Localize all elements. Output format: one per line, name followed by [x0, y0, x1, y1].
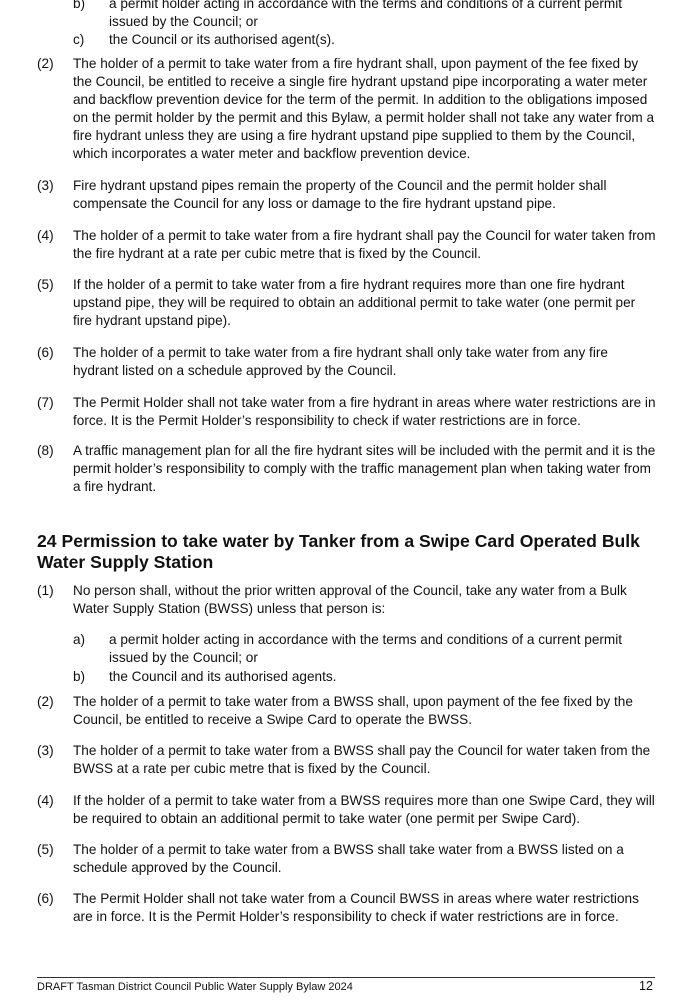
footer-divider [37, 977, 655, 978]
item-text: the Council and its authorised agents. [109, 669, 337, 684]
clause-number: (7) [37, 395, 54, 410]
footer-title: DRAFT Tasman District Council Public Water Supply Bylaw 2024 [37, 981, 353, 993]
clause-number: (4) [37, 793, 54, 808]
page-number: 12 [639, 979, 653, 993]
clause-number: (3) [37, 178, 54, 193]
item-label: a) [73, 632, 86, 647]
clause-text: A traffic management plan for all the fire hydrant sites will be included with the permit and it is the permit holder’s responsibility to comply with the traffic management plan when taking water from a fire hydrant. [73, 443, 656, 495]
clause-text: The holder of a permit to take water from a fire hydrant shall only take water from any fire hydrant listed on a schedule approved by the Council. [73, 345, 608, 379]
item-label: b) [73, 0, 86, 11]
clause-number: (5) [37, 842, 54, 857]
clause-text: No person shall, without the prior written approval of the Council, take any water from a Bulk Water Supply Station (BWSS) unless that person is: [73, 583, 627, 617]
item-text: the Council or its authorised agent(s). [109, 32, 335, 47]
clause-text: If the holder of a permit to take water from a fire hydrant requires more than one fire hydrant upstand pipe, they will be required to obtain an additional permit to take water (one permit per fire hydrant upstand pipe). [73, 277, 636, 329]
clause-text: The holder of a permit to take water from a fire hydrant shall pay the Council for water taken from the fire hydrant at a rate per cubic metre that is fixed by the Council. [73, 228, 656, 262]
clause-number: (2) [37, 56, 54, 71]
clause-text: The Permit Holder shall not take water from a fire hydrant in areas where water restrictions are in force. It is the Permit Holder’s responsibility to check if water restrictions are in force. [73, 395, 656, 429]
clause-text: The holder of a permit to take water from a fire hydrant shall, upon payment of the fee fixed by the Council, be entitled to receive a single fire hydrant upstand pipe incorporating a water meter and backflow prevention device for the term of the permit. In addition to the obligations imposed on the permit holder by the permit and this Bylaw, a permit holder shall not take any water from a fire hydrant unless they are using a fire hydrant upstand pipe supplied to them by the Council, which incorporates a water meter and backflow prevention device. [73, 56, 655, 162]
item-label: c) [73, 32, 85, 47]
clause-number: (2) [37, 694, 54, 709]
item-label: b) [73, 669, 86, 684]
clause-number: (1) [37, 583, 54, 598]
clause-number: (4) [37, 228, 54, 243]
clause-text: The holder of a permit to take water from a BWSS shall, upon payment of the fee fixed by the Council, be entitled to receive a Swipe Card to operate the BWSS. [73, 694, 633, 728]
section-heading: 24 Permission to take water by Tanker from a Swipe Card Operated Bulk Water Supply Station [37, 531, 640, 572]
clause-number: (5) [37, 277, 54, 292]
item-text: a permit holder acting in accordance with the terms and conditions of a current permit issued by the Council; or [109, 632, 623, 666]
clause-number: (3) [37, 743, 54, 758]
clause-text: The Permit Holder shall not take water from a Council BWSS in areas where water restrictions are in force. It is the Permit Holder’s responsibility to check if water restrictions are in force. [73, 891, 639, 925]
clause-text: The holder of a permit to take water from a BWSS shall pay the Council for water taken from the BWSS at a rate per cubic metre that is fixed by the Council. [73, 743, 651, 777]
clause-number: (6) [37, 345, 54, 360]
clause-number: (8) [37, 443, 54, 458]
clause-number: (6) [37, 891, 54, 906]
clause-text: Fire hydrant upstand pipes remain the property of the Council and the permit holder shall compensate the Council for any loss or damage to the fire hydrant upstand pipe. [73, 178, 607, 212]
clause-text: If the holder of a permit to take water from a BWSS requires more than one Swipe Card, they will be required to obtain an additional permit to take water (one permit per Swipe Card). [73, 793, 655, 827]
item-text: a permit holder acting in accordance with the terms and conditions of a current permit issued by the Council; or [109, 0, 623, 30]
clause-text: The holder of a permit to take water from a BWSS shall take water from a BWSS listed on a schedule approved by the Council. [73, 842, 624, 876]
